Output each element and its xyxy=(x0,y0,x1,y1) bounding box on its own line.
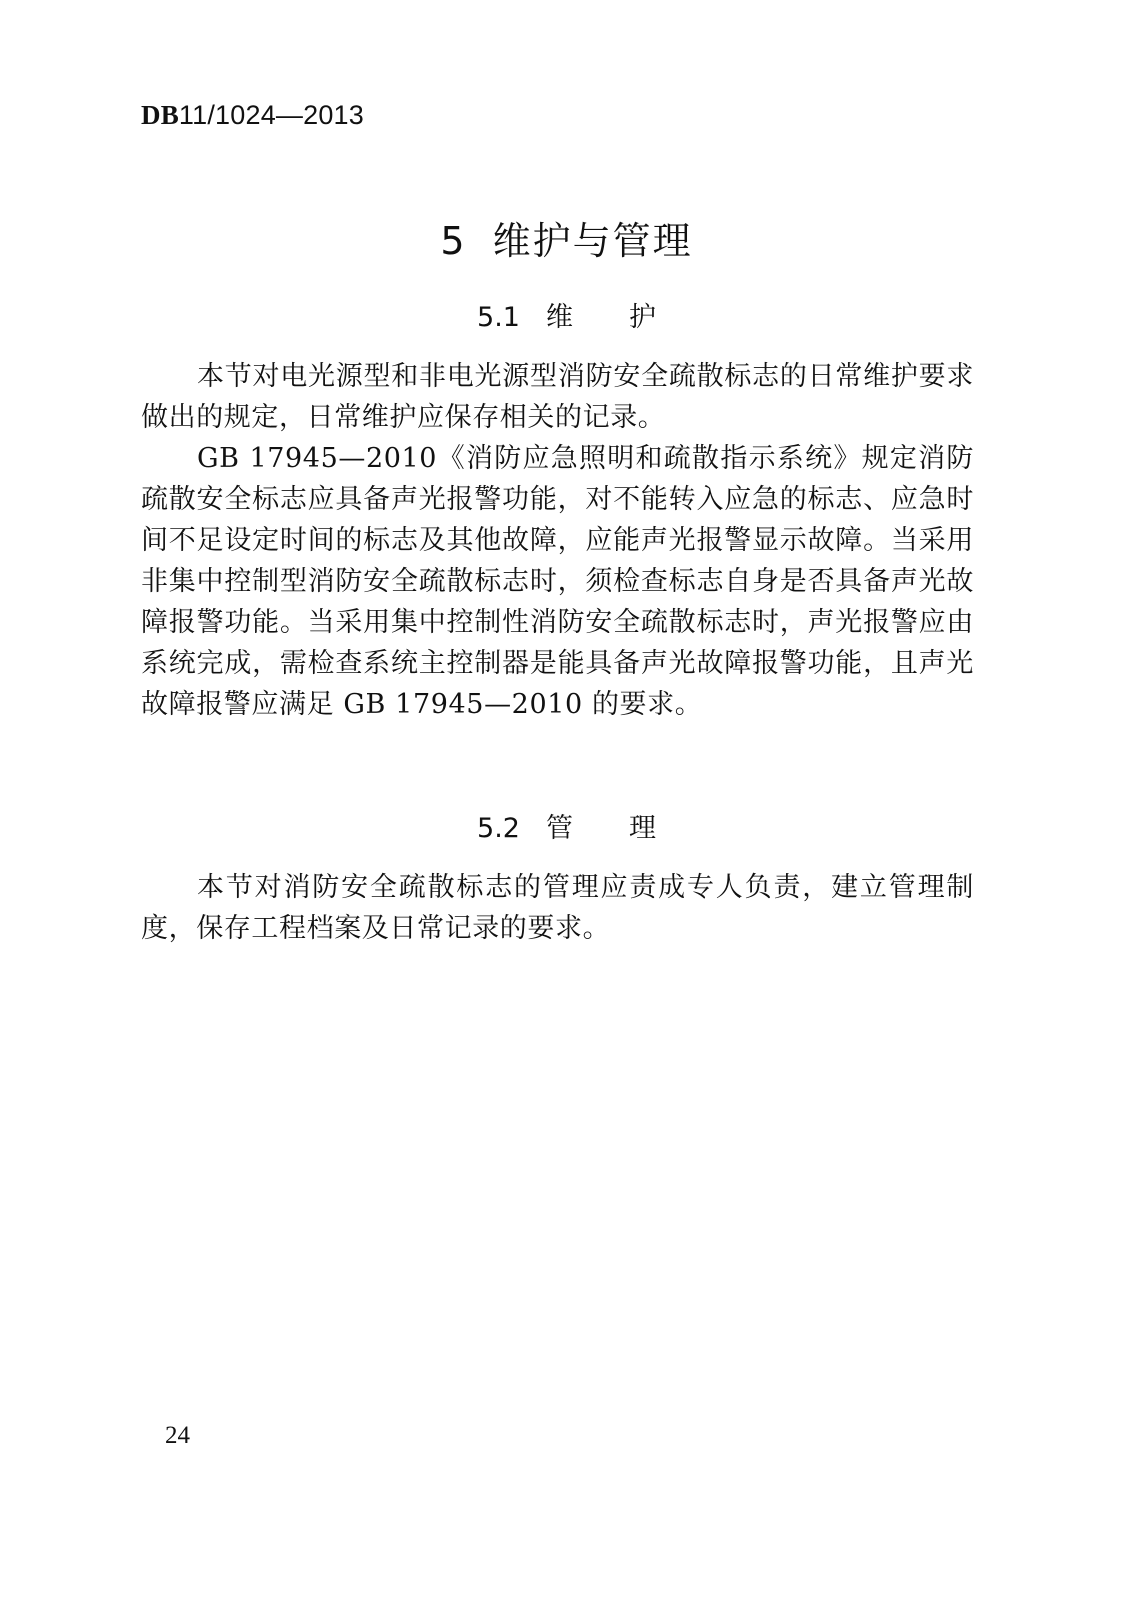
section-number: 5.2 xyxy=(477,813,520,844)
section-title-maintenance xyxy=(0,295,1133,334)
document-code-prefix: DB xyxy=(141,100,179,130)
chapter-title xyxy=(0,210,1133,265)
paragraph: GB 17945—2010《消防应急照明和疏散指示系统》规定消防疏散安全标志应具备声光报警功能，对不能转入应急的标志、应急时间不足设定时间的标志及其他故障，应能声光报警显示故障。当采用非集中控制型消防安全疏散标志时，须检查标志自身是否具备声光故障报警功能。当采用集中控制性消防安全疏散标志时，声光报警应由系统完成，需检查系统主控制器是能具备声光故障报警功能，且声光故障报警应满足 GB 17945—2010 的要求。 xyxy=(141,443,974,720)
chapter-title-text: 维护与管理 xyxy=(492,219,693,263)
document-code-number: 11/1024—2013 xyxy=(178,100,364,130)
section-body-management xyxy=(141,867,974,949)
chapter-number: 5 xyxy=(440,219,467,263)
section-body-maintenance xyxy=(141,356,974,725)
section-number: 5.1 xyxy=(477,302,520,333)
paragraph: 本节对电光源型和非电光源型消防安全疏散标志的日常维护要求做出的规定，日常维护应保存相关的记录。 xyxy=(141,361,974,433)
paragraph: 本节对消防安全疏散标志的管理应责成专人负责，建立管理制度，保存工程档案及日常记录的要求。 xyxy=(141,872,974,944)
section-title-management xyxy=(0,806,1133,845)
section-title-text: 管理 xyxy=(545,813,712,844)
page-number: 24 xyxy=(165,1422,190,1449)
document-code xyxy=(141,100,364,131)
section-title-text: 维护 xyxy=(545,302,712,333)
